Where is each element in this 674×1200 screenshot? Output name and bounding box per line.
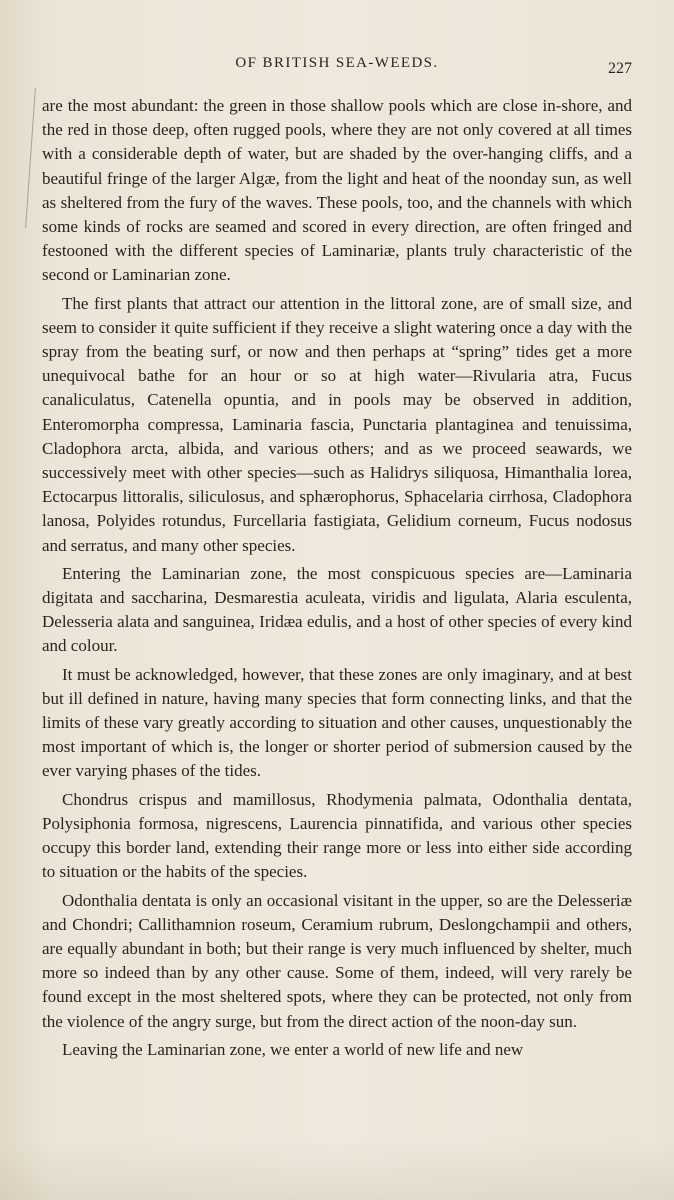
paragraph-leaving: Leaving the Laminarian zone, we enter a world of new life and new <box>62 1039 524 1059</box>
running-head: OF BRITISH SEA-WEEDS. <box>235 55 439 71</box>
paragraph-continuation: are the most abundant: the green in those shallow pools which are close in-shore, and the red in those deep, often rugged pools, where they are not only covered at all times with a considerable depth of water, but are shaded by the over-hanging cliffs, and a beautiful fringe of the larger Algæ, from the light and heat of the noonday sun, as well as sheltered from the fury of the waves. These pools, too, and the channels with which some kinds of rocks are seamed and scored in every direction, are often fringed and festooned with the different species of Laminariæ, plants truly characteristic of the second or Laminarian zone. <box>42 96 632 285</box>
body-text <box>42 94 632 1066</box>
paragraph-border-land: Chondrus crispus and mamillosus, Rhodymenia palmata, Odonthalia dentata, Polysiphonia formosa, nigrescens, Laurencia pinnatifida, and various other species occupy this border land, extending their range more or less into either side according to situation or the habits of the species. <box>42 789 632 882</box>
paragraph-odonthalia: Odonthalia dentata is only an occasional visitant in the upper, so are the Delesseriæ and Chondri; Callithamnion roseum, Ceramium rubrum, Deslongchampii and others, are equally abundant in both; but their range is very much influenced by shelter, much more so indeed than by any other cause. Some of them, indeed, will very rarely be found except in the most sheltered spots, where they can be protected, not only from the violence of the angry surge, but from the direct action of the noon-day sun. <box>42 890 632 1031</box>
paragraph-laminarian-zone: Entering the Laminarian zone, the most conspicuous species are—Laminaria digitata and saccharina, Desmarestia aculeata, viridis and ligulata, Alaria esculenta, Delesseria alata and sanguinea, Iridæa edulis, and a host of other species of every kind and colour. <box>42 563 632 656</box>
paragraph-littoral-zone: The first plants that attract our attention in the littoral zone, are of small size, and seem to consider it quite sufficient if they receive a slight watering once a day with the spray from the beating surf, or now and then perhaps at “spring” tides get a more unequivocal bathe for an hour or so at high water—Rivularia atra, Fucus canaliculatus, Catenella opuntia, and in pools may be observed in addition, Enteromorpha compressa, Laminaria fascia, Punctaria plantaginea and tenuissima, Cladophora arcta, albida, and various others; and as we proceed seawards, we successively meet with other species—such as Halidrys siliquosa, Himanthalia lorea, Ectocarpus littoralis, siliculosus, and sphærophorus, Sphacelaria cirrhosa, Cladophora lanosa, Polyides rotundus, Furcellaria fastigiata, Gelidium corneum, Fucus nodosus and serratus, and many other species. <box>42 293 632 555</box>
paragraph-zones-imaginary: It must be acknowledged, however, that these zones are only imaginary, and at best but ill defined in nature, having many species that form connecting links, and that the limits of these vary greatly according to situation and other causes, unquestionably the most important of which is, the longer or shorter period of submersion caused by the ever varying phases of the tides. <box>42 664 632 781</box>
page-shadow <box>0 1140 674 1200</box>
page-number: 227 <box>608 60 632 77</box>
